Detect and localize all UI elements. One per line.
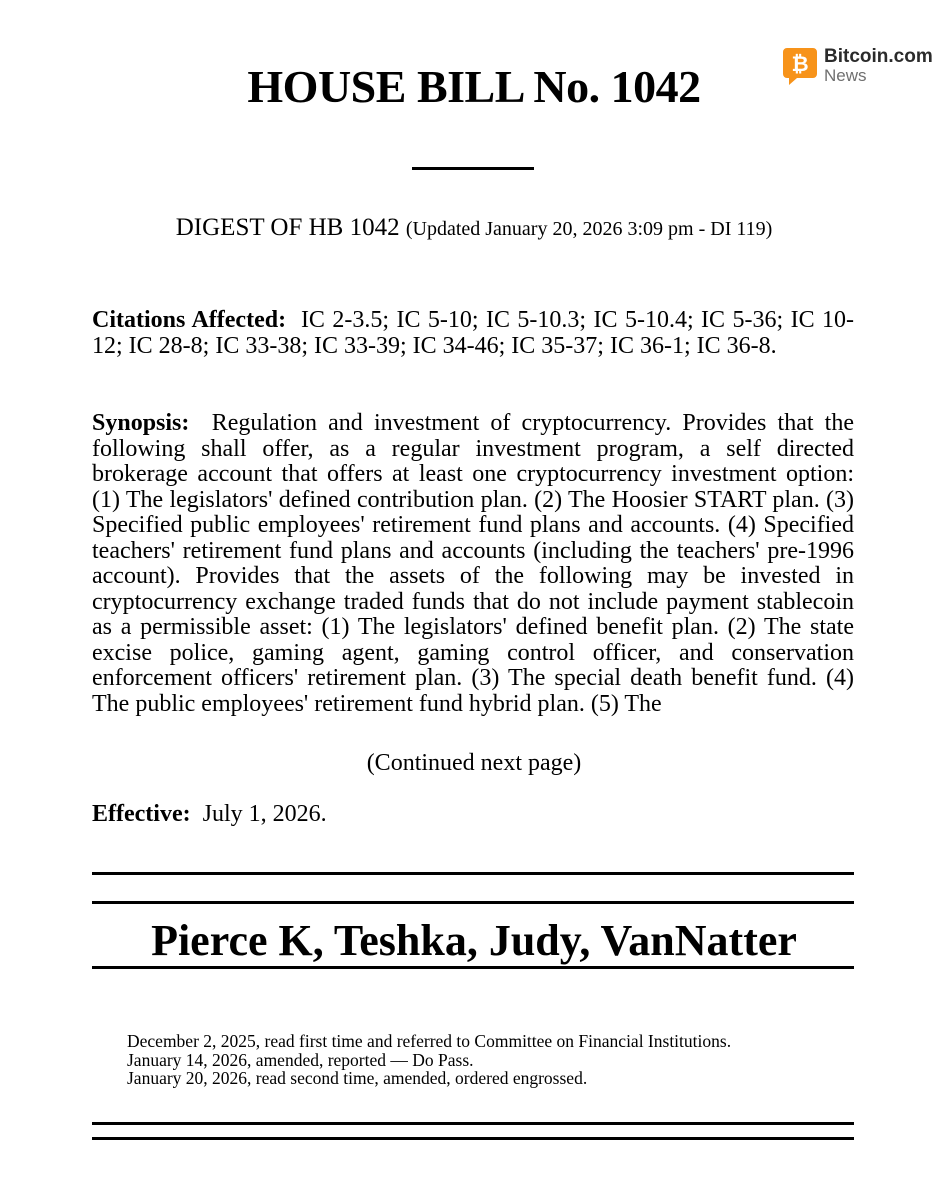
effective-label: Effective:: [92, 801, 191, 827]
synopsis-text: Regulation and investment of cryptocurrency. Provides that the following shall offer, as a regular investment program, a self directed brokerage account that offers at least one cryptocurrency investment option: (1) The legislators' defined contribution plan. (2) The Hoosier START plan. (3) Specified public employees' retirement fund plans and accounts. (4) Specified teachers' retirement fund plans and accounts (including the teachers' pre-1996 account). Provides that the assets of the following may be invested in cryptocurrency exchange traded funds that do not include payment stablecoin as a permissible asset: (1) The legislators' defined benefit plan. (2) The state excise police, gaming agent, gaming control officer, and conservation enforcement officers' retirement plan. (3) The special death benefit fund. (4) The public employees' retirement fund hybrid plan. (5) The: [92, 410, 855, 717]
effective-date: [92, 800, 327, 828]
divider-rule: [92, 1122, 854, 1125]
svg-text:₿: ₿: [791, 53, 809, 76]
digest-updated: (Updated January 20, 2026 3:09 pm - DI 119): [405, 218, 773, 240]
divider-rule: [92, 1137, 854, 1140]
history-entry: January 20, 2026, read second time, amended, ordered engrossed.: [127, 1068, 588, 1088]
bill-authors: Pierce K, Teshka, Judy, VanNatter: [151, 916, 797, 965]
synopsis-label: Synopsis:: [92, 410, 190, 436]
divider-rule: [92, 966, 854, 969]
watermark-sub: News: [824, 66, 867, 85]
title-divider: [412, 167, 534, 170]
digest-heading: DIGEST OF HB 1042: [175, 214, 400, 241]
synopsis: [92, 411, 854, 717]
divider-rule: [92, 901, 854, 904]
citations-label: Citations Affected:: [92, 307, 287, 333]
history-entry: January 14, 2026, amended, reported — Do Pass.: [127, 1049, 474, 1070]
divider-rule: [92, 872, 854, 875]
bill-title: HOUSE BILL No. 1042: [247, 61, 701, 112]
digest-line: [0, 213, 948, 244]
effective-value: July 1, 2026.: [202, 801, 327, 827]
history-entry: December 2, 2025, read first time and referred to Committee on Financial Institutions.: [127, 1031, 732, 1051]
citations-text: IC 2-3.5; IC 5-10; IC 5-10.3; IC 5-10.4; IC 5-36; IC 10-12; IC 28-8; IC 33-38; IC 33-39; IC 34-46; IC 35-37; IC 36-1; IC 36-8.: [92, 307, 855, 359]
legislative-history: [127, 1032, 731, 1088]
continued-note: (Continued next page): [366, 750, 582, 776]
citations-affected: [92, 308, 854, 359]
watermark-brand: Bitcoin.com: [824, 46, 933, 67]
